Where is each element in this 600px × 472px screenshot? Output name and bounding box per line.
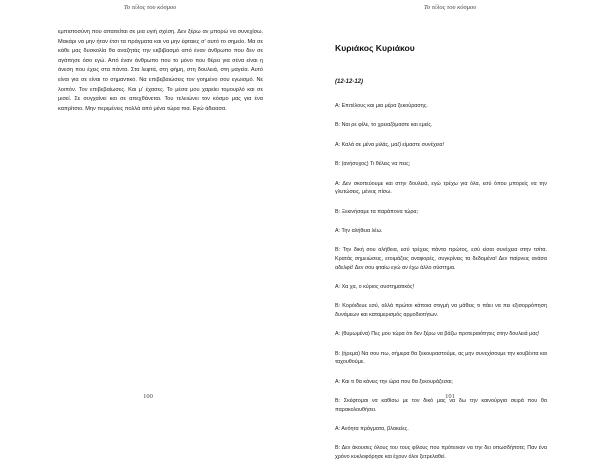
chapter-date: (12-12-12) — [335, 79, 364, 85]
dialogue-line: Α: Καλά σε μένα μιλάς, μαζί είμαστε συνέχεια! — [335, 141, 445, 148]
dialogue-line: Α: Επιτέλους και μια μέρα ξεκούρασης. — [335, 103, 428, 109]
left-page-number: 100 — [143, 393, 153, 400]
right-page-number: 101 — [445, 393, 455, 400]
dialogue-line: Β: (ήρεμα) Να σου πω, σήμερα θα ξεκουραστούμε, ας μην συνεχίσουμε την κουβέντα και ταχουθούμε. — [335, 350, 547, 366]
dialogue-line: Β: Δεν άκουσες όλους του τους φίλους που πρότειναν να την δει οπωσδήποτε; Παν ένα χρόνο κυκλοφόρησε και έχουν όλοι ξετρελαθεί. — [335, 445, 547, 461]
right-page — [300, 0, 600, 461]
dialogue-line: Α: Χα χα, ο κύριος συστηματικός! — [335, 283, 415, 290]
dialogue-line: Β: Την δική σου αλήθεια, εσύ τρέχεις πάντα πρώτος, εσύ είσαι συνέχεια στην τσίτα. Κρατάς σημειώσεις, ετοιμάζεις αναφορές, συγκρίνεις τα δεδομένα! Δεν παίρνεις ανάσα αδελφέ! Δεν σου φταίω εγώ αν έχω άλλο σύστημα. — [335, 247, 547, 271]
dialogue-line: Β: Ναι ρε φίλε, το χρειαζόμαστε και εμείς. — [335, 122, 433, 129]
dialogue-line: Α: Δεν σκοπεύουμε και στην δουλειά, εγώ τρέχω για όλα, εσύ όπου μπορείς να την γλυτώσεις, μένεις πίσω. — [335, 180, 547, 196]
dialogue-line: Β: Ξεκινήσαμε τα παράπονα τώρα; — [335, 208, 419, 215]
chapter-title: Κυριάκος Κυριάκου — [335, 43, 415, 53]
left-page-text: εμπιστοσύνη που απαιτείται σε μια υγιή σχέση. Δεν ξέρω αν μπορώ να συνεχίσω. Μακάρι να μην ήταν έτσι τα πράγματα και να μην έφταιες σ' αυτό το σημείο. Μα σε κάθε μας δυσκολία θα αναζητάς την εκβιβασμό από έναν άνθρωπο που δεν σε αγάπησε όσο εγώ. Από έναν άνθρωπο που το μόνο που θέρει για σένα είναι η άνεση που έχεις στα πάντα. Στα λεφτά, στη φήμη, στη δουλειά, στη μαγεία. Αυτό είναι για σε είναι το σημαντικό. Να επιβεβαιώσεις τον γοημένο σου εγωισμό. Νε λοιπόν. Τον επιβεβαίωσες. Και μ' έχασες. Το μέσα μου χαρείει τομουρλό και σε μισεί. Σε συγχαίνει και σε απεχθάνεται. Του τελειώνει τον κόσμο μας για ένα καπρίτσιο. Μην περιμένεις πολλά από μένα τώρα πια. Εγώ άδειασα. — [58, 29, 263, 112]
dialogue-line: Α: Ανόητα πράγματα, βλακείες. — [335, 426, 409, 433]
right-page-content — [335, 25, 547, 472]
dialogue-line: Α: Την αλήθεια λέω. — [335, 227, 383, 234]
right-running-header: Το τέλος του κόσμου — [423, 4, 477, 11]
dialogue-line: Α: Και τι θα κάνεις την ώρα που θα ξεκουράζεσαι; — [335, 378, 453, 385]
dialogue-line: Β: Κορόιδευε εσύ, αλλά πρώτοι κάποια στιγμή να μάθεις τι πάει να πει εξισορρόπηση δυνάμεων και καταμερισμός αρμοδιοτήτων. — [335, 303, 547, 318]
dialogue-line: Α: (θυμωμένα) Πες μου τώρα ότι δεν ξέρω να βάζω προτεραιότητες στην δουλειά μας! — [335, 331, 540, 338]
left-page — [0, 0, 300, 424]
left-running-header: Το τέλος του κόσμου — [123, 4, 177, 11]
dialogue-line: Β: Σκέφτομαι να καθίσω με τον δικό μας να δω την καινούργια σειρά που θα παρακολουθήσει. — [335, 398, 547, 413]
dialogue — [335, 102, 547, 462]
dialogue-line: Β: (ανήσυχος) Τι θέλεις να πεις; — [335, 161, 411, 168]
